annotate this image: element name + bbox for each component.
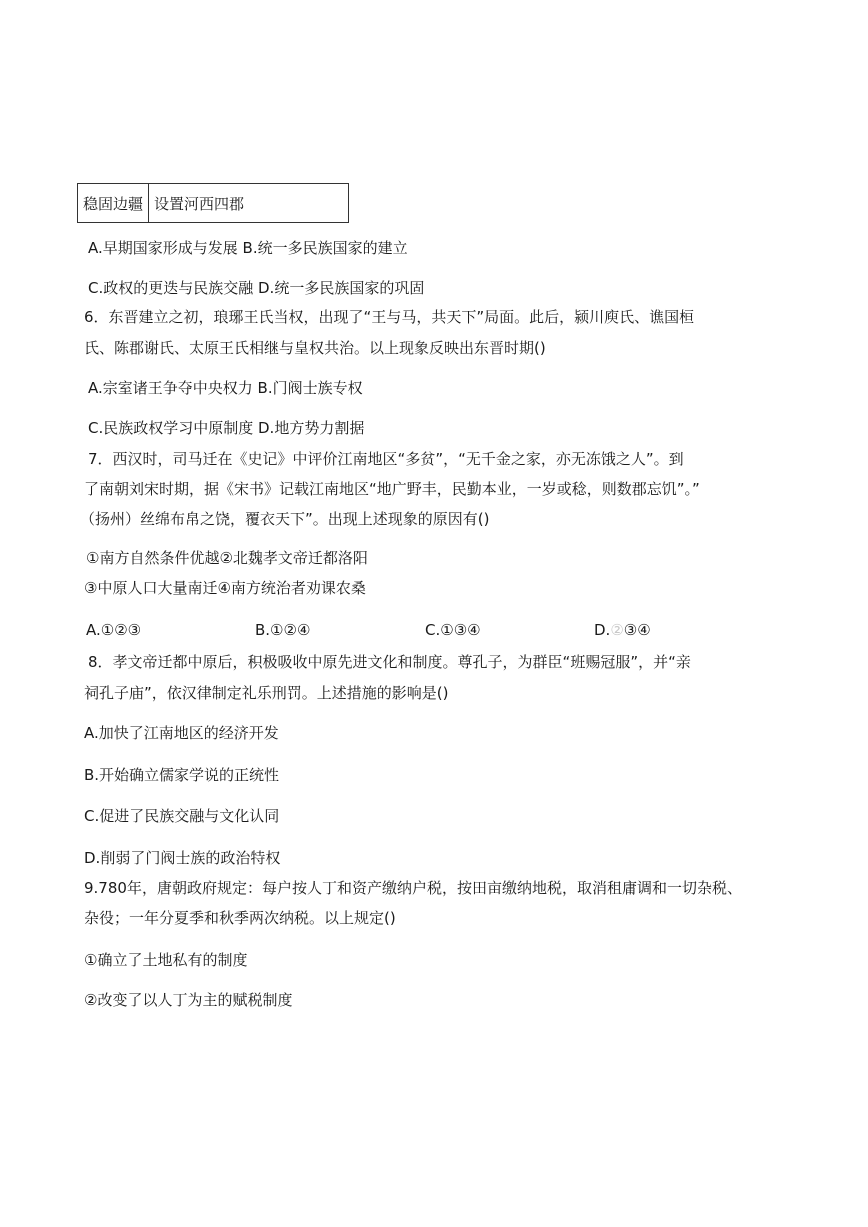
q5-option-cd: C.政权的更迭与民族交融 D.统一多民族国家的巩固: [88, 279, 425, 297]
q5-option-ab: A.早期国家形成与发展 B.统一多民族国家的建立: [88, 239, 408, 257]
q7-option-d: [594, 620, 651, 640]
q9-statement-2: ②改变了以人丁为主的赋税制度: [84, 991, 293, 1009]
q7-option-a: A.①②③: [86, 621, 142, 639]
q7-stem-line-2: 了南朝刘宋时期，据《宋书》记载江南地区“地广野丰，民勤本业，一岁或稔，则数郡忘饥”。”: [84, 480, 700, 498]
q7-option-d-prefix: D.: [594, 621, 611, 639]
q9-stem-line-1: 9.780年，唐朝政府规定：每户按人丁和资产缴纳户税，按田亩缴纳地税，取消租庸调和一切杂税、: [84, 879, 742, 897]
q9-stem-line-2: 杂役；一年分夏季和秋季两次纳税。以上规定(): [84, 909, 396, 927]
q7-statements-1-2: ①南方自然条件优越②北魏孝文帝迁都洛阳: [86, 549, 368, 567]
q6-option-cd: C.民族政权学习中原制度 D.地方势力割据: [88, 419, 365, 437]
q7-stem-line-3: （扬州）丝绵布帛之饶，覆衣天下”。出现上述现象的原因有(): [80, 510, 490, 528]
q8-stem-line-2: 祠孔子庙”，依汉律制定礼乐刑罚。上述措施的影响是(): [84, 684, 449, 702]
q7-option-c: C.①③④: [425, 621, 481, 639]
q7-option-d-faded-mark: ②: [610, 621, 624, 639]
q8-stem-line-1: 8．孝文帝迁都中原后，积极吸收中原先进文化和制度。尊孔子，为群臣“班赐冠服”，并“亲: [88, 653, 691, 671]
table-row: [78, 184, 349, 223]
topic-table: [77, 183, 349, 223]
table-cell-measure: 设置河西四郡: [149, 184, 349, 223]
q7-statements-3-4: ③中原人口大量南迁④南方统治者劝课农桑: [84, 579, 366, 597]
q8-option-c: C.促进了民族交融与文化认同: [84, 807, 280, 825]
q6-option-ab: A.宗室诸王争夺中央权力 B.门阀士族专权: [88, 379, 363, 397]
q8-option-b: B.开始确立儒家学说的正统性: [84, 766, 280, 784]
table-cell-category: 稳固边疆: [78, 184, 149, 223]
q8-option-d: D.削弱了门阀士族的政治特权: [84, 849, 281, 867]
q6-stem-line-1: 6．东晋建立之初，琅琊王氏当权，出现了“王与马，共天下”局面。此后，颍川庾氏、谯国桓: [84, 308, 695, 326]
q8-option-a: A.加快了江南地区的经济开发: [84, 724, 279, 742]
q6-stem-line-2: 氏、陈郡谢氏、太原王氏相继与皇权共治。以上现象反映出东晋时期(): [84, 339, 546, 357]
q9-statement-1: ①确立了土地私有的制度: [84, 951, 248, 969]
q7-option-d-rest: ③④: [623, 621, 651, 639]
q7-option-b: B.①②④: [255, 621, 311, 639]
q7-stem-line-1: 7．西汉时，司马迁在《史记》中评价江南地区“多贫”，“无千金之家，亦无冻饿之人”。到: [88, 450, 684, 468]
